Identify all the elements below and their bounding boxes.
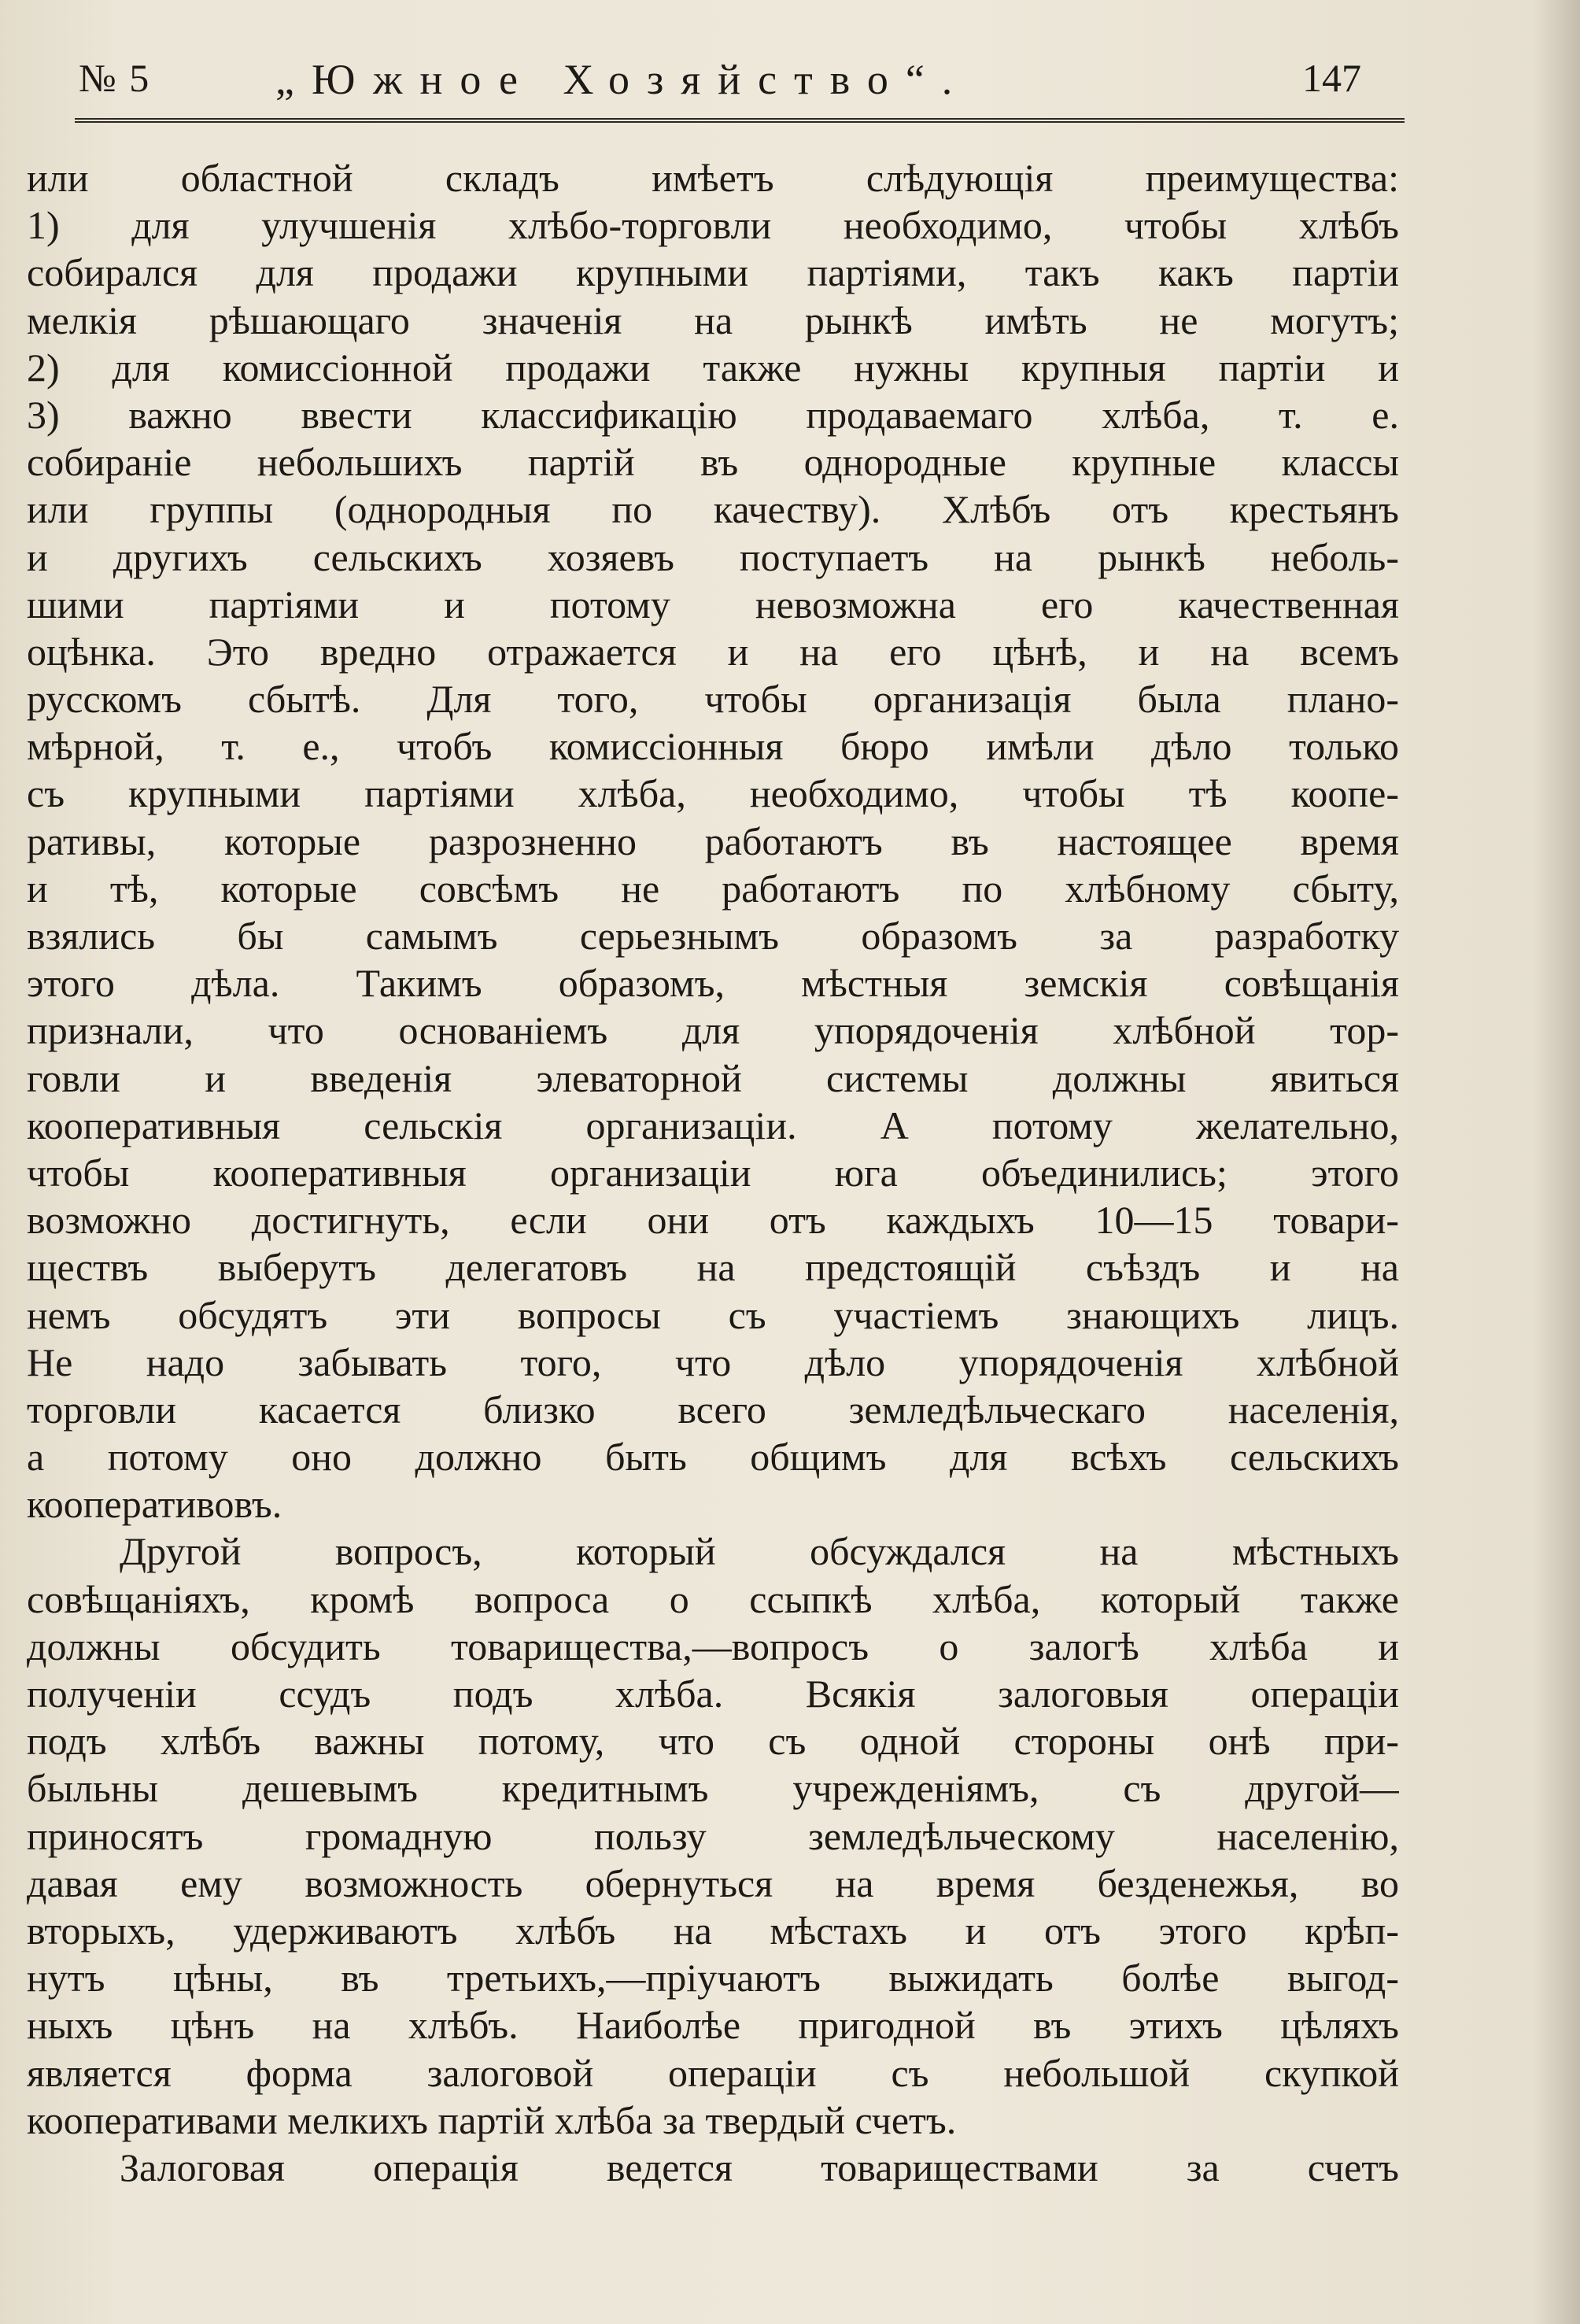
- text-line: 2) для комиссіонной продажи также нужны крупныя партіи и: [27, 345, 1399, 390]
- text-line: чтобы кооперативныя организаціи юга объединились; этого: [27, 1150, 1399, 1195]
- text-line: быльны дешевымъ кредитнымъ учрежденіямъ, съ другой—: [27, 1766, 1399, 1811]
- text-line: собираніе небольшихъ партій въ однородные крупные классы: [27, 440, 1399, 485]
- issue-number: № 5: [79, 56, 151, 100]
- text-line: этого дѣла. Такимъ образомъ, мѣстныя земскія совѣщанія: [27, 961, 1399, 1006]
- text-line: полученіи ссудъ подъ хлѣба. Всякія залоговыя операціи: [27, 1672, 1399, 1716]
- text-line: и другихъ сельскихъ хозяевъ поступаетъ на рынкѣ неболь-: [27, 534, 1399, 579]
- text-line: ныхъ цѣнъ на хлѣбъ. Наиболѣе пригодной въ этихъ цѣляхъ: [27, 2003, 1399, 2048]
- text-line: является форма залоговой операціи съ небольшой скупкой: [27, 2050, 1399, 2095]
- journal-title: „Южное Хозяйство“.: [275, 56, 970, 103]
- text-line: кооперативныя сельскія организаціи. А потому желательно,: [27, 1103, 1399, 1147]
- text-line: взялись бы самымъ серьезнымъ образомъ за разработку: [27, 914, 1399, 958]
- text-line: совѣщаніяхъ, кромѣ вопроса о ссыпкѣ хлѣба, который также: [27, 1576, 1399, 1621]
- text-line: возможно достигнуть, если они отъ каждыхъ 10—15 товари-: [27, 1198, 1399, 1243]
- text-line: 3) важно ввести классификацію продаваемаго хлѣба, т. е.: [27, 392, 1399, 437]
- text-line: ративы, которые разрозненно работаютъ въ настоящее время: [27, 818, 1399, 863]
- text-line: мелкія рѣшающаго значенія на рынкѣ имѣть не могутъ;: [27, 297, 1399, 342]
- text-line: приносятъ громадную пользу земледѣльческому населенію,: [27, 1813, 1399, 1858]
- header-rule: [75, 118, 1405, 123]
- text-line: ществъ выберутъ делегатовъ на предстоящій съѣздъ и на: [27, 1245, 1399, 1290]
- article-body: [27, 154, 1399, 2191]
- paragraph-start-line: Другой вопросъ, который обсуждался на мѣстныхъ: [120, 1529, 1399, 1574]
- text-line: а потому оно должно быть общимъ для всѣхъ сельскихъ: [27, 1435, 1399, 1480]
- text-line: признали, что основаніемъ для упорядоченія хлѣбной тор-: [27, 1008, 1399, 1053]
- text-line: или группы (однородныя по качеству). Хлѣбъ отъ крестьянъ: [27, 487, 1399, 532]
- text-line: нутъ цѣны, въ третьихъ,—пріучаютъ выжидать болѣе выгод-: [27, 1956, 1399, 2001]
- text-line: или областной складъ имѣетъ слѣдующія преимущества:: [27, 156, 1399, 200]
- text-line: русскомъ сбытѣ. Для того, чтобы организація была плано-: [27, 677, 1399, 722]
- paragraph-start-line: Залоговая операція ведется товариществами за счетъ: [120, 2145, 1399, 2189]
- text-line: говли и введенія элеваторной системы должны явиться: [27, 1055, 1399, 1100]
- text-line: Не надо забывать того, что дѣло упорядоченія хлѣбной: [27, 1339, 1399, 1384]
- text-line: торговли касается близко всего земледѣльческаго населенія,: [27, 1387, 1399, 1432]
- text-line: собирался для продажи крупными партіями, такъ какъ партіи: [27, 250, 1399, 295]
- text-line: оцѣнка. Это вредно отражается и на его цѣнѣ, и на всемъ: [27, 629, 1399, 674]
- text-line: мѣрной, т. е., чтобъ комиссіонныя бюро имѣли дѣло только: [27, 724, 1399, 769]
- paragraph-end-line: кооперативовъ.: [27, 1482, 282, 1527]
- text-line: подъ хлѣбъ важны потому, что съ одной стороны онѣ при-: [27, 1719, 1399, 1764]
- text-line: немъ обсудятъ эти вопросы съ участіемъ знающихъ лицъ.: [27, 1292, 1399, 1337]
- text-line: съ крупными партіями хлѣба, необходимо, чтобы тѣ коопе-: [27, 771, 1399, 816]
- text-line: и тѣ, которые совсѣмъ не работаютъ по хлѣбному сбыту,: [27, 866, 1399, 911]
- text-line: 1) для улучшенія хлѣбо-торговли необходимо, чтобы хлѣбъ: [27, 203, 1399, 248]
- paragraph-end-line: кооперативами мелкихъ партій хлѣба за твердый счетъ.: [27, 2097, 957, 2142]
- page-spine-shadow: [1533, 0, 1580, 2324]
- text-line: вторыхъ, удерживаютъ хлѣбъ на мѣстахъ и отъ этого крѣп-: [27, 1908, 1399, 1953]
- text-line: должны обсудить товарищества,—вопросъ о залогѣ хлѣба и: [27, 1624, 1399, 1668]
- text-line: шими партіями и потому невозможна его качественная: [27, 582, 1399, 626]
- page-number: 147: [1302, 56, 1361, 100]
- running-header: [79, 55, 1408, 110]
- text-line: давая ему возможность обернуться на время безденежья, во: [27, 1860, 1399, 1905]
